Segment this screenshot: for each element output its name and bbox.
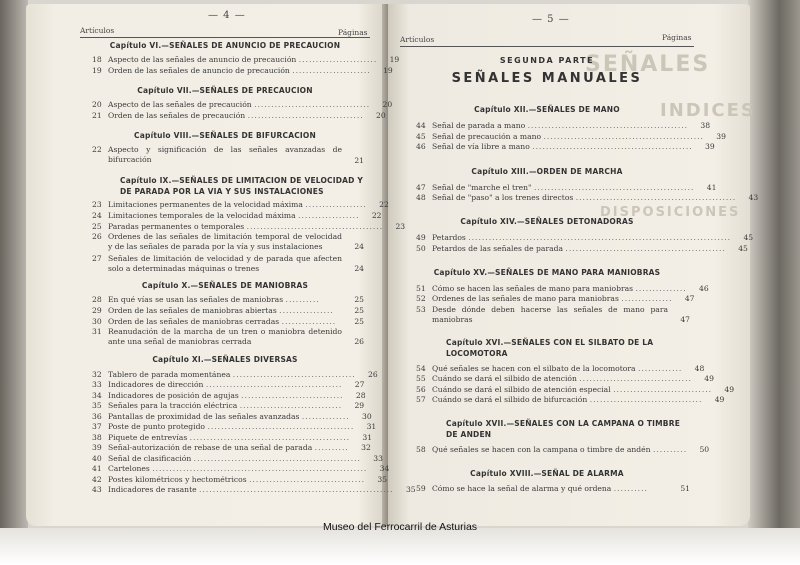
book-edge-shadow	[0, 0, 28, 565]
entry-text: Desde dónde deben hacerse las señales de mano para maniobras	[432, 305, 668, 324]
entry-text: Qué señales se hacen con la campana o timbre de andén ..........	[432, 445, 688, 454]
entry-text: Cuándo se dará el silbido de atención especial .............................	[432, 385, 713, 394]
entry-text: Señales para la tracción eléctrica ..............................	[108, 401, 343, 410]
entry-page: 49	[704, 374, 714, 383]
entry-page: 20	[382, 100, 393, 109]
entry-text: Cómo se hace la señal de alarma y qué ordena ..........	[432, 484, 648, 493]
entry-page: 32	[361, 443, 371, 452]
entry-page: 41	[706, 183, 717, 192]
entry-text: Poste de punto protegido ...........................................	[108, 422, 355, 431]
right-chapter-title: Capítulo XVIII.—SEÑAL DE ALARMA	[470, 469, 624, 478]
left-chapter-title: Capítulo XI.—SEÑALES DIVERSAS	[152, 355, 298, 364]
entry-text: Indicadores de posición de agujas ..............................	[108, 391, 344, 400]
toc-entry	[92, 401, 364, 411]
entry-page: 39	[716, 132, 726, 141]
entry-number: 31	[92, 327, 102, 336]
entry-text: Señal de parada a mano ...............................................	[432, 121, 689, 130]
entry-page: 26	[368, 370, 378, 379]
toc-entry	[416, 193, 759, 203]
entry-text: Orden de las señales de maniobras abiertas ................	[108, 306, 334, 315]
entry-text: Cuándo se dará el silbido de atención .................................	[432, 374, 692, 383]
toc-entry	[416, 244, 748, 254]
entry-number: 37	[92, 422, 102, 431]
entry-number: 39	[92, 443, 102, 452]
entry-page: 23	[395, 222, 406, 231]
toc-entry	[416, 484, 690, 494]
entry-text: Postes kilométricos y hectométricos ..................................	[108, 475, 366, 484]
entry-number: 49	[416, 233, 426, 242]
toc-entry	[92, 111, 386, 121]
entry-text: Aspecto de las señales de precaución ..................................	[108, 100, 371, 109]
entry-text: Señal de "marche el tren" ...............................................	[432, 183, 695, 192]
entry-page: 35	[377, 475, 388, 484]
entry-page: 34	[379, 464, 390, 473]
entry-page: 24	[354, 264, 364, 273]
entry-text: Indicadores de dirección ........................................	[108, 380, 343, 389]
toc-entry	[92, 443, 371, 453]
toc-entry	[416, 294, 695, 304]
entry-page: 31	[366, 422, 377, 431]
right-chapter-title: Capítulo XIII.—ORDEN DE MARCHA	[471, 167, 623, 176]
show-through-text: INDICES	[660, 100, 756, 121]
toc-entry	[92, 485, 416, 495]
entry-number: 33	[92, 380, 102, 389]
toc-entry	[92, 380, 364, 390]
toc-entry	[92, 232, 364, 252]
museum-watermark: Museo del Ferrocarril de Asturias	[322, 521, 478, 533]
entry-text: Cuándo se dará el silbido de bifurcación .................................	[432, 395, 703, 404]
show-through-text: SEÑALES	[585, 52, 711, 77]
entry-page: 25	[354, 295, 364, 304]
entry-page: 24	[354, 242, 364, 251]
entry-page: 31	[362, 433, 373, 442]
toc-entry	[416, 364, 705, 374]
entry-text: En qué vías se usan las señales de maniobras ..........	[108, 295, 320, 304]
entry-page: 20	[376, 111, 386, 120]
right-col-paginas: Páginas	[662, 33, 692, 42]
toc-entry	[92, 55, 400, 65]
left-chapter-title: Capítulo X.—SEÑALES DE MANIOBRAS	[141, 281, 309, 290]
entry-text: Petardos de las señales de parada ...............................................	[432, 244, 726, 253]
entry-number: 59	[416, 484, 426, 493]
entry-text: Piquete de entrevías ...............................................	[108, 433, 351, 442]
right-chapter-title: Capítulo XVII.—SEÑALES CON LA CAMPANA O TIMBRE DE ANDEN	[446, 419, 681, 439]
part-label: SEGUNDA PARTE	[499, 56, 595, 65]
toc-entry	[416, 374, 714, 384]
entry-text: Aspecto y significación de las señales avanzadas de bifurcación	[108, 145, 342, 164]
entry-number: 35	[92, 401, 102, 410]
toc-entry	[92, 200, 389, 210]
entry-text: Ordenes de las señales de mano para maniobras ...............	[432, 294, 673, 303]
entry-page: 33	[373, 454, 383, 463]
entry-page: 35	[405, 485, 416, 494]
entry-page: 30	[361, 412, 372, 421]
book-cover-edge	[748, 0, 800, 565]
left-chapter-title: Capítulo VI.—SEÑALES DE ANUNCIO DE PRECAUCION	[109, 41, 341, 50]
entry-page: 38	[700, 121, 711, 130]
toc-entry	[416, 284, 709, 294]
entry-number: 50	[416, 244, 426, 253]
entry-page: 22	[379, 200, 389, 209]
left-header-rule	[80, 37, 370, 38]
entry-text: Reanudación de la marcha de un tren o maniobra detenido ante una señal de maniobras cerrada	[108, 327, 342, 346]
toc-entry	[92, 317, 364, 327]
entry-number: 24	[92, 211, 102, 220]
entry-text: Señal-autorización de rebase de una señal de parada ..........	[108, 443, 349, 452]
entry-page: 26	[354, 337, 364, 346]
entry-page: 45	[738, 244, 748, 253]
part-title: SEÑALES MANUALES	[451, 71, 643, 86]
entry-number: 20	[92, 100, 102, 109]
entry-page: 39	[704, 142, 715, 151]
entry-number: 52	[416, 294, 426, 303]
entry-number: 22	[92, 145, 102, 154]
entry-number: 30	[92, 317, 102, 326]
entry-number: 58	[416, 445, 426, 454]
right-chapter-title: Capítulo XVI.—SEÑALES CON EL SILBATO DE LA LOCOMOTORA	[446, 338, 654, 358]
entry-page: 19	[383, 66, 393, 75]
entry-number: 34	[92, 391, 102, 400]
entry-page: 43	[748, 193, 759, 202]
toc-entry	[416, 183, 717, 193]
toc-entry	[92, 211, 382, 221]
entry-number: 21	[92, 111, 102, 120]
right-chapter-title: Capítulo XIV.—SEÑALES DETONADORAS	[460, 217, 634, 226]
entry-number: 42	[92, 475, 102, 484]
left-col-paginas: Páginas	[338, 28, 368, 37]
entry-number: 36	[92, 412, 102, 421]
entry-text: Limitaciones permanentes de la velocidad máxima ..................	[108, 200, 367, 209]
left-page-number: — 4 —	[208, 10, 246, 21]
entry-text: Pantallas de proximidad de las señales avanzadas ..............	[108, 412, 350, 421]
entry-number: 55	[416, 374, 426, 383]
left-chapter-title: Capítulo IX.—SEÑALES DE LIMITACION DE VELOCIDAD Y DE PARADA POR LA VIA Y SUS INSTALACIONES	[120, 176, 364, 196]
toc-entry	[416, 305, 690, 325]
toc-entry	[92, 254, 364, 274]
entry-number: 44	[416, 121, 426, 130]
right-header-rule	[400, 46, 694, 47]
entry-number: 26	[92, 232, 102, 241]
entry-number: 25	[92, 222, 102, 231]
toc-entry	[92, 66, 393, 76]
entry-page: 27	[354, 380, 365, 389]
entry-page: 51	[680, 484, 690, 493]
entry-text: Orden de las señales de precaución ..................................	[108, 111, 364, 120]
entry-number: 54	[416, 364, 426, 373]
toc-entry	[416, 132, 726, 142]
entry-page: 29	[354, 401, 365, 410]
entry-page: 21	[354, 156, 364, 165]
toc-entry	[92, 100, 393, 110]
entry-number: 46	[416, 142, 426, 151]
toc-entry	[416, 233, 754, 243]
entry-number: 53	[416, 305, 426, 314]
entry-number: 18	[92, 55, 102, 64]
show-through-text: DISPOSICIONES	[600, 205, 741, 220]
entry-text: Petardos .............................................................................	[432, 233, 732, 242]
entry-number: 51	[416, 284, 426, 293]
entry-number: 19	[92, 66, 102, 75]
left-chapter-title: Capítulo VII.—SEÑALES DE PRECAUCION	[137, 86, 313, 95]
toc-entry	[92, 422, 377, 432]
entry-number: 32	[92, 370, 102, 379]
entry-number: 48	[416, 193, 426, 202]
entry-page: 47	[680, 315, 690, 324]
entry-number: 27	[92, 254, 102, 263]
bottom-margin	[0, 528, 800, 565]
toc-entry	[92, 412, 372, 422]
toc-entry	[92, 222, 406, 232]
entry-text: Señal de precaución a mano ...............................................	[432, 132, 704, 141]
right-chapter-title: Capítulo XV.—SEÑALES DE MANO PARA MANIOBRAS	[433, 268, 661, 277]
toc-entry	[92, 475, 388, 485]
toc-entry	[92, 306, 364, 316]
right-page-number: — 5 —	[532, 14, 570, 25]
entry-number: 28	[92, 295, 102, 304]
right-chapter-title: Capítulo XII.—SEÑALES DE MANO	[474, 105, 620, 114]
entry-page: 19	[389, 55, 400, 64]
entry-text: Señal de vía libre a mano ...............................................	[432, 142, 693, 151]
entry-number: 23	[92, 200, 102, 209]
entry-number: 47	[416, 183, 426, 192]
entry-text: Señal de "paso" a los trenes directos ...............................................	[432, 193, 737, 202]
entry-page: 22	[371, 211, 382, 220]
toc-entry	[416, 142, 715, 152]
entry-text: Paradas permanentes o temporales ........................................	[108, 222, 384, 231]
entry-text: Señales de limitación de velocidad y de parada que afecten solo a determinadas máquinas o trenes	[108, 254, 342, 273]
toc-entry	[92, 391, 364, 401]
entry-text: Limitaciones temporales de la velocidad máxima ..................	[108, 211, 360, 220]
entry-number: 38	[92, 433, 102, 442]
toc-entry	[92, 295, 364, 305]
toc-entry	[416, 121, 711, 131]
toc-entry	[416, 395, 725, 405]
entry-number: 57	[416, 395, 426, 404]
entry-text: Tablero de parada momentánea ....................................	[108, 370, 356, 379]
entry-text: Indicadores de rasante .........................................................	[108, 485, 394, 494]
entry-page: 25	[354, 317, 364, 326]
toc-entry	[92, 145, 364, 166]
entry-text: Orden de las señales de anuncio de precaución .......................	[108, 66, 371, 75]
entry-page: 49	[724, 385, 735, 394]
left-col-articulos: Artículos	[80, 26, 115, 35]
toc-entry	[416, 445, 710, 455]
entry-page: 47	[684, 294, 695, 303]
entry-text: Señal de clasificación .................................................	[108, 454, 361, 463]
entry-text: Orden de las señales de maniobras cerradas ................	[108, 317, 337, 326]
entry-page: 25	[354, 306, 364, 315]
entry-text: Ordenes de las señales de limitación temporal de velocidad y de las señales de parada por la vía y sus instalaciones	[108, 232, 342, 251]
left-chapter-title: Capítulo VIII.—SEÑALES DE BIFURCACION	[134, 131, 316, 140]
toc-entry	[416, 385, 735, 395]
entry-text: Cartelones ...............................................................	[108, 464, 368, 473]
entry-number: 43	[92, 485, 102, 494]
entry-number: 40	[92, 454, 102, 463]
entry-page: 49	[714, 395, 725, 404]
entry-text: Aspecto de las señales de anuncio de precaución .......................	[108, 55, 378, 64]
entry-number: 41	[92, 464, 102, 473]
entry-page: 28	[355, 391, 366, 400]
entry-page: 48	[694, 364, 705, 373]
entry-text: Qué señales se hacen con el silbato de la locomotora .............	[432, 364, 683, 373]
toc-entry	[92, 433, 373, 443]
entry-page: 45	[743, 233, 754, 242]
toc-entry	[92, 454, 383, 464]
entry-number: 45	[416, 132, 426, 141]
entry-page: 50	[699, 445, 710, 454]
right-col-articulos: Artículos	[400, 35, 435, 44]
entry-number: 56	[416, 385, 426, 394]
toc-entry	[92, 327, 364, 347]
toc-entry	[92, 370, 378, 380]
toc-entry	[92, 464, 390, 474]
entry-page: 46	[699, 284, 709, 293]
entry-text: Cómo se hacen las señales de mano para maniobras ...............	[432, 284, 687, 293]
entry-number: 29	[92, 306, 102, 315]
